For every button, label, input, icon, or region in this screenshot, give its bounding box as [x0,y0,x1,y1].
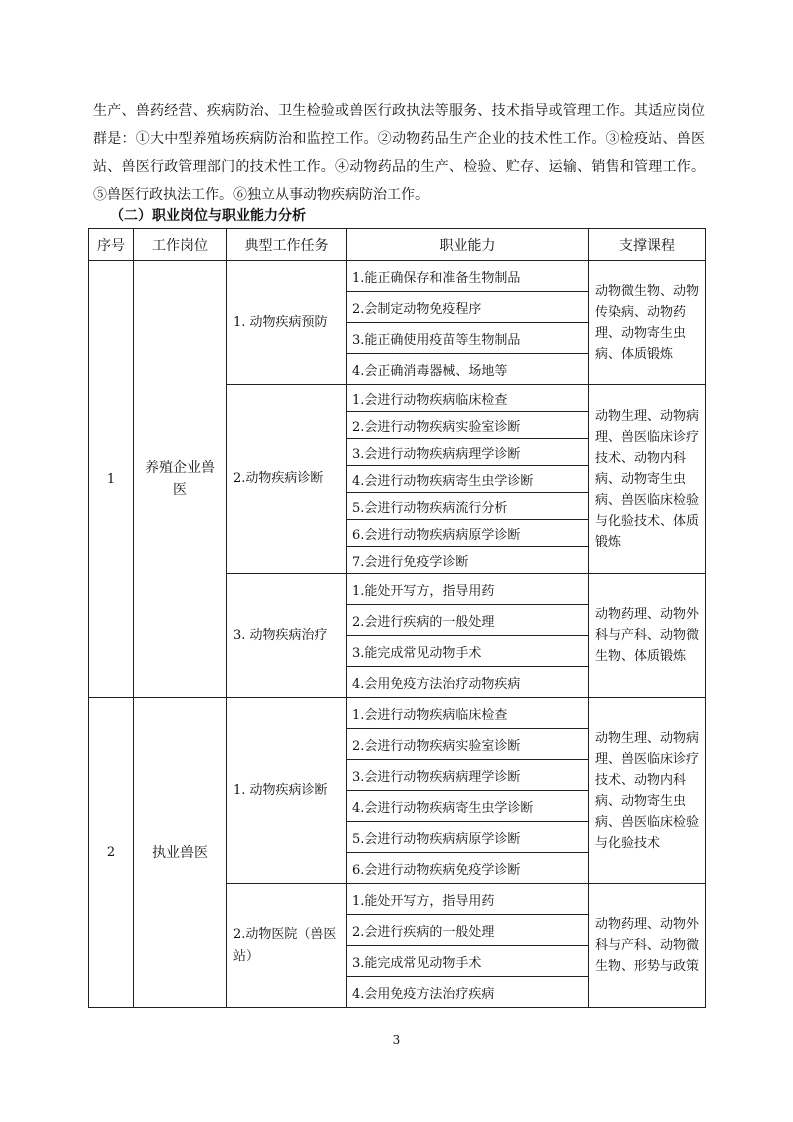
typical-task: 1. 动物疾病预防 [227,261,347,385]
row-number: 1 [89,261,134,698]
row-number: 2 [89,698,134,1008]
ability-item: 5.会进行动物疾病流行分析 [347,493,589,520]
ability-item: 1.能处开写方，指导用药 [347,884,589,915]
ability-item: 1.能处开写方，指导用药 [347,574,589,605]
support-courses: 动物生理、动物病理、兽医临床诊疗技术、动物内科病、动物寄生虫病、兽医临床检验与化验技术、体质锻炼 [589,385,706,574]
support-courses: 动物药理、动物外科与产科、动物微生物、体质锻炼 [589,574,706,698]
ability-item: 3.能完成常见动物手术 [347,946,589,977]
typical-task: 3. 动物疾病治疗 [227,574,347,698]
ability-item: 3.会进行动物疾病病理学诊断 [347,439,589,466]
typical-task: 2.动物医院（兽医站） [227,884,347,1008]
header-post: 工作岗位 [134,229,227,261]
ability-item: 3.会进行动物疾病病理学诊断 [347,760,589,791]
ability-item: 2.会进行动物疾病实验室诊断 [347,729,589,760]
ability-item: 6.会进行动物疾病免疫学诊断 [347,853,589,884]
ability-item: 4.会用免疫方法治疗动物疾病 [347,667,589,698]
support-courses: 动物微生物、动物传染病、动物药理、动物寄生虫病、体质锻炼 [589,261,706,385]
header-no: 序号 [89,229,134,261]
ability-item: 4.会进行动物疾病寄生虫学诊断 [347,466,589,493]
ability-item: 1.会进行动物疾病临床检查 [347,385,589,412]
ability-item: 6.会进行动物疾病病原学诊断 [347,520,589,547]
header-course: 支撑课程 [589,229,706,261]
ability-item: 2.会进行动物疾病实验室诊断 [347,412,589,439]
ability-item: 4.会正确消毒器械、场地等 [347,354,589,385]
support-courses: 动物生理、动物病理、兽医临床诊疗技术、动物内科病、动物寄生虫病、兽医临床检验与化验技术 [589,698,706,884]
ability-item: 7.会进行免疫学诊断 [347,547,589,574]
typical-task: 2.动物疾病诊断 [227,385,347,574]
table-row [89,698,706,729]
ability-item: 4.会用免疫方法治疗疾病 [347,977,589,1008]
support-courses: 动物药理、动物外科与产科、动物微生物、形势与政策 [589,884,706,1008]
career-ability-table [88,228,706,1008]
ability-item: 2.会进行疾病的一般处理 [347,605,589,636]
ability-item: 5.会进行动物疾病病原学诊断 [347,822,589,853]
job-post: 养殖企业兽医 [134,261,227,698]
page-number: 3 [392,1033,401,1047]
table-header-row [89,229,706,261]
ability-item: 2.会进行疾病的一般处理 [347,915,589,946]
ability-item: 1.能正确保存和准备生物制品 [347,261,589,292]
header-ability: 职业能力 [347,229,589,261]
ability-item: 3.能正确使用疫苗等生物制品 [347,323,589,354]
typical-task: 1. 动物疾病诊断 [227,698,347,884]
ability-item: 2.会制定动物免疫程序 [347,292,589,323]
section-title: （二）职业岗位与职业能力分析 [110,208,306,224]
ability-item: 3.能完成常见动物手术 [347,636,589,667]
table-row [89,261,706,292]
ability-item: 4.会进行动物疾病寄生虫学诊断 [347,791,589,822]
ability-item: 1.会进行动物疾病临床检查 [347,698,589,729]
job-post: 执业兽医 [134,698,227,1008]
header-task: 典型工作任务 [227,229,347,261]
intro-paragraph: 生产、兽药经营、疾病防治、卫生检验或兽医行政执法等服务、技术指导或管理工作。其适应岗位群是：①大中型养殖场疾病防治和监控工作。②动物药品生产企业的技术性工作。③检疫站、兽医站、兽医行政管理部门的技术性工作。④动物药品的生产、检验、贮存、运输、销售和管理工作。⑤兽医行政执法工作。⑥独立从事动物疾病防治工作。 [93,103,705,203]
